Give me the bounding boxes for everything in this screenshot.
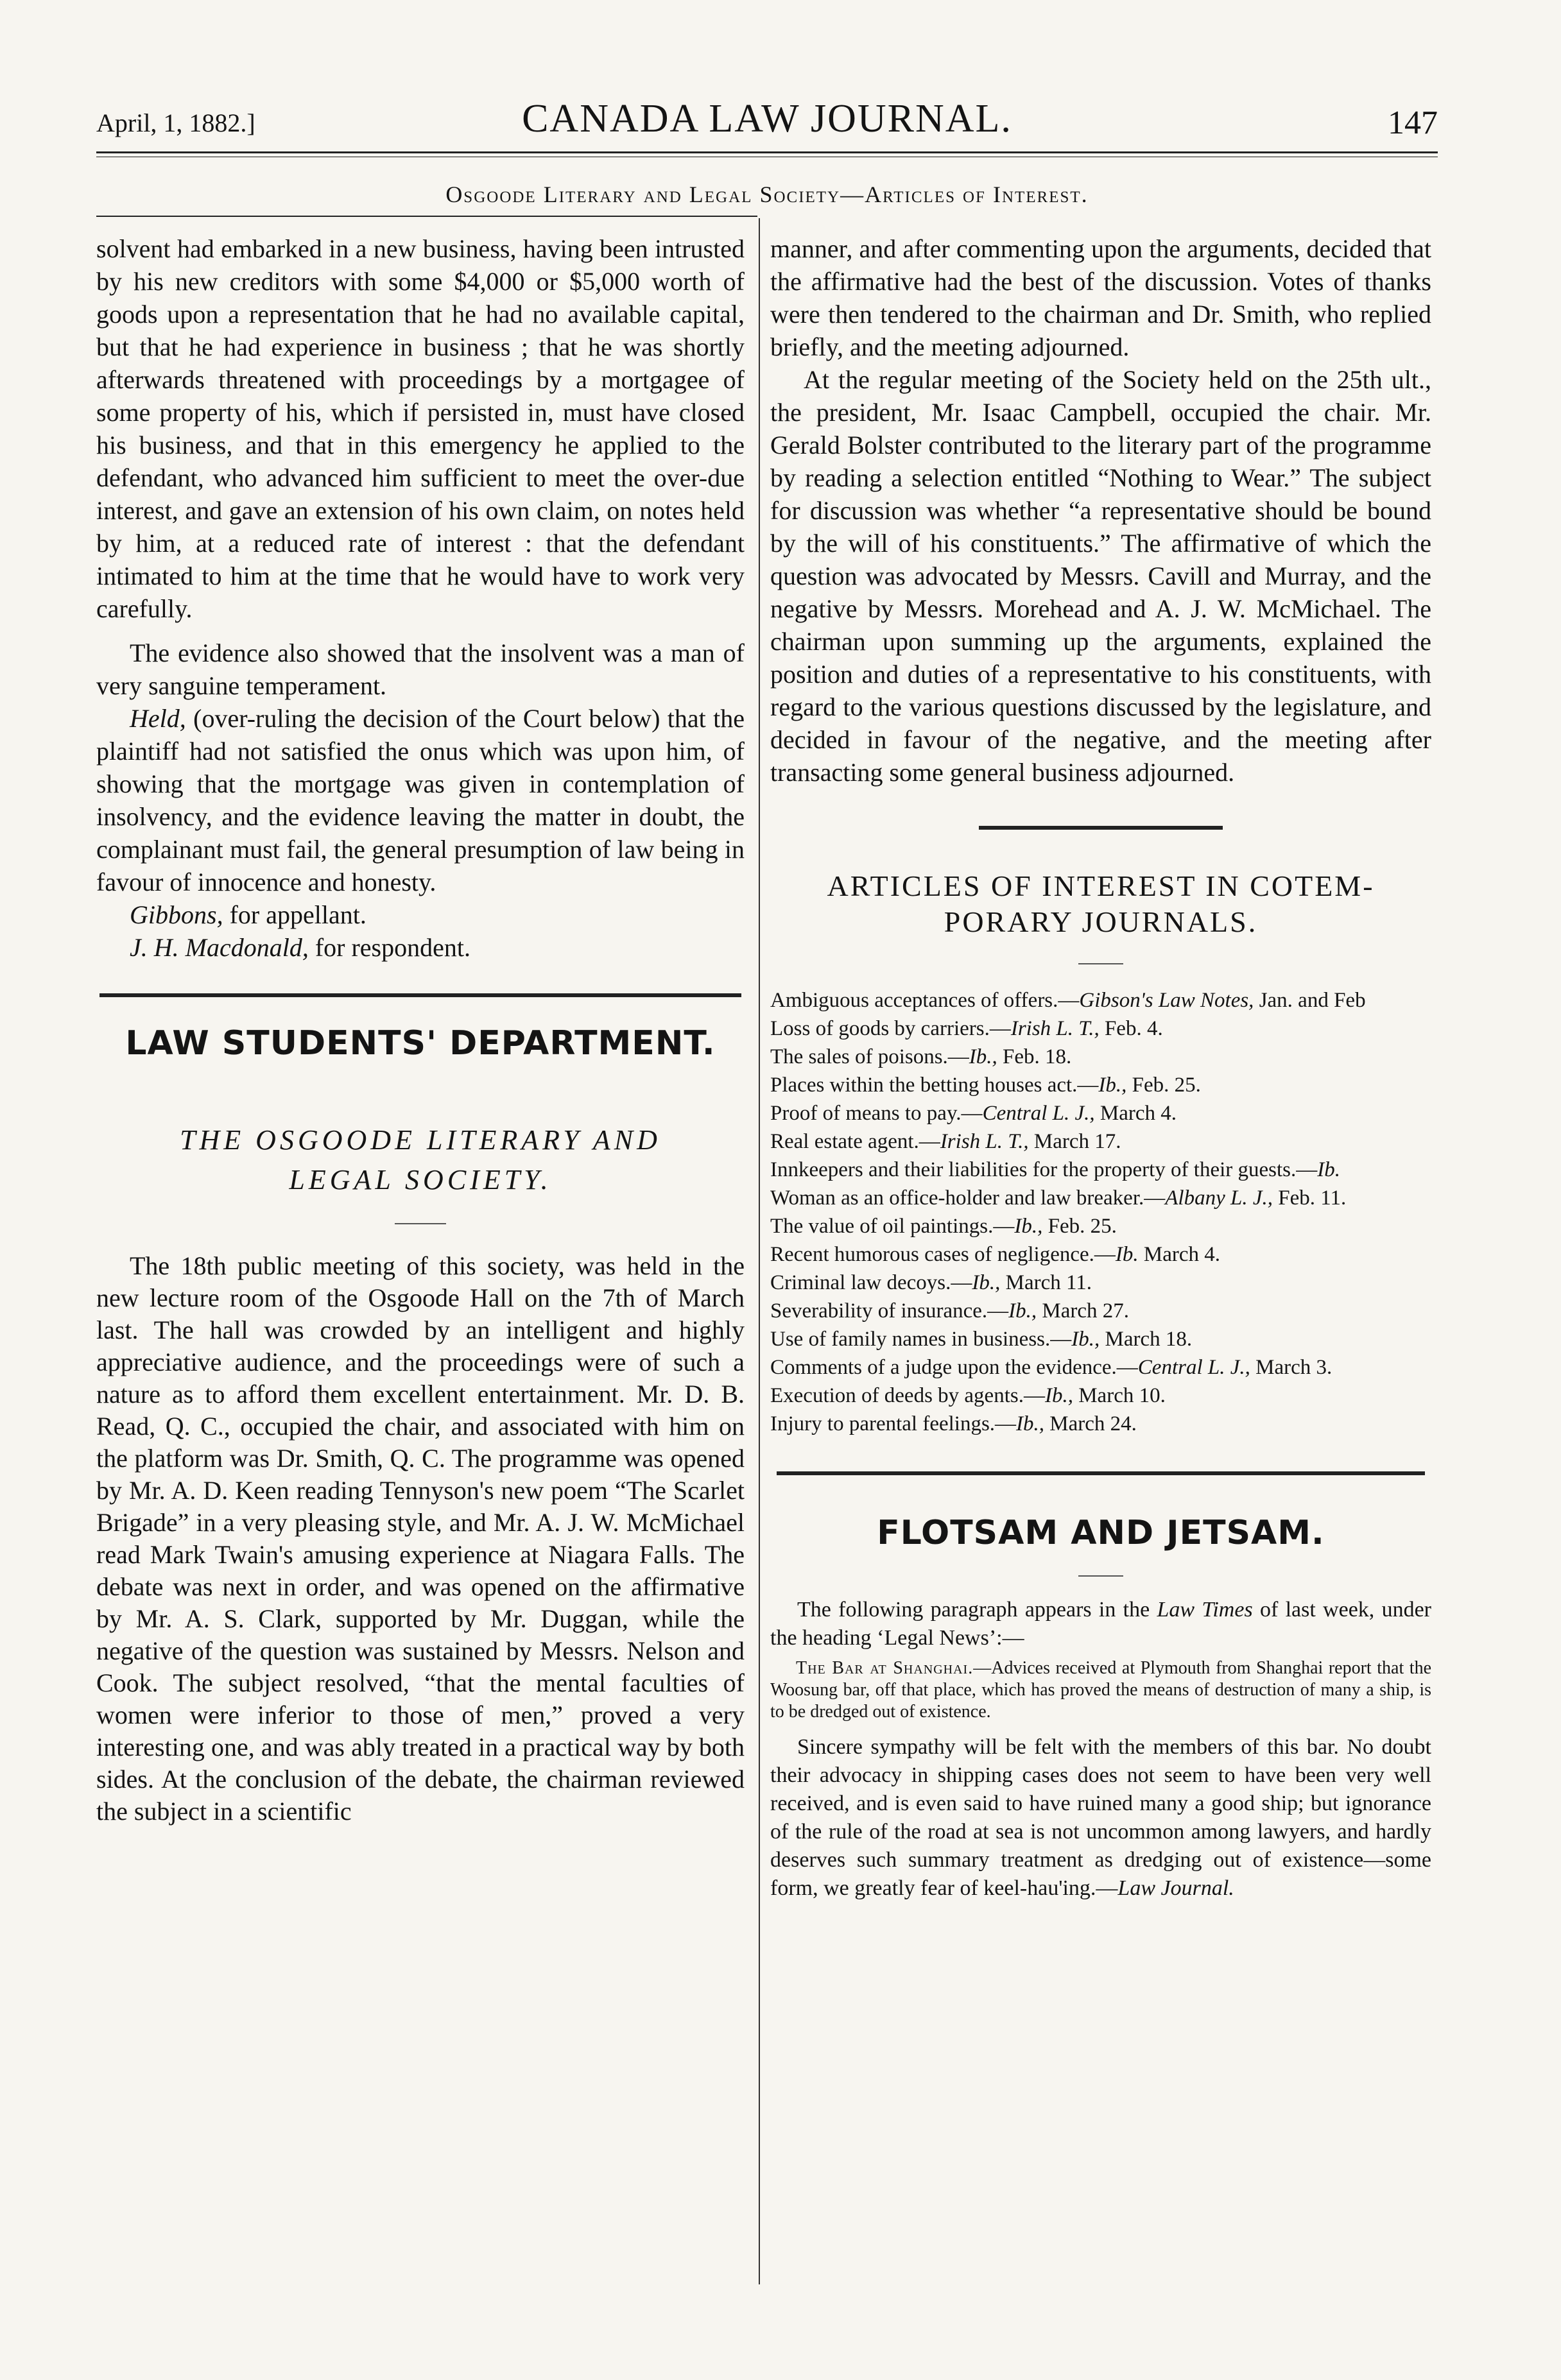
- running-head: [96, 96, 1438, 148]
- quoted-paragraph: The Bar at Shanghai.—Advices received at Plymouth from Shanghai report that the Woosung bar, off that place, which has proved the means of destruction of many a ship, is to be dredged out of existence.: [770, 1658, 1431, 1722]
- list-item: Comments of a judge upon the evidence.—Central L. J., March 3.: [770, 1356, 1332, 1379]
- department-heading: LAW STUDENTS' DEPARTMENT.: [125, 1024, 716, 1063]
- page-number: 147: [1388, 105, 1438, 141]
- counsel-name: J. H. Macdonald,: [130, 933, 309, 962]
- column-divider: [759, 218, 760, 2284]
- section-subheading: Osgoode Literary and Legal Society—Articles of Interest.: [445, 182, 1089, 207]
- list-item: Innkeepers and their liabilities for the property of their guests.—Ib.: [770, 1158, 1340, 1181]
- held-paragraph: [96, 702, 745, 898]
- list-item: Execution of deeds by agents.—Ib., March 10.: [770, 1384, 1166, 1407]
- held-text: (over-ruling the decision of the Court below) that the plaintiff had not satisfied the onus which was upon him, of showing that the mortgage was given in contemplation of insolvency, and the evidence leaving the matter in doubt, the complainant must fail, the general presumption of law being in favour of innocence and honesty.: [96, 704, 745, 896]
- articles-heading: PORARY JOURNALS.: [944, 905, 1258, 938]
- counsel-name: Gibbons,: [130, 900, 223, 929]
- header-rule: [96, 151, 1438, 153]
- meeting-paragraph: manner, and after commenting upon the arguments, decided that the affirmative had the best of the discussion. Votes of thanks were then tendered to the chairman and Dr. Smith, who replied briefly, and the meeting adjourned.: [770, 234, 1431, 361]
- counsel-role: for respondent.: [308, 933, 470, 962]
- held-label: Held,: [130, 704, 186, 733]
- meeting-paragraph: At the regular meeting of the Society held on the 25th ult., the president, Mr. Isaac Campbell, occupied the chair. Mr. Gerald Bolster contributed to the literary part of the programme by reading a selection entitled “Nothing to Wear.” The subject for discussion was whether “a representative should be bound by the will of his constituents.” The affirmative of which the question was advocated by Messrs. Cavill and Murray, and the negative by Messrs. Morehead and A. J. W. McMichael. The chairman upon summing up the arguments, explained the position and duties of a representative to his constituents, with regard to the various questions discussed by the legislature, and decided in favour of the negative, and the meeting after transacting some general business adjourned.: [770, 365, 1431, 787]
- society-heading: THE OSGOODE LITERARY AND: [180, 1124, 661, 1156]
- list-item: Woman as an office-holder and law breaker.—Albany L. J., Feb. 11.: [770, 1186, 1347, 1210]
- list-item: Criminal law decoys.—Ib., March 11.: [770, 1271, 1092, 1294]
- society-heading: LEGAL SOCIETY.: [289, 1164, 552, 1195]
- list-item: Severability of insurance.—Ib., March 27.: [770, 1299, 1130, 1323]
- counsel-line: [130, 898, 745, 931]
- subheading-rule: [96, 216, 757, 217]
- list-item: Loss of goods by carriers.—Irish L. T., Feb. 4.: [770, 1017, 1163, 1040]
- society-paragraph: The 18th public meeting of this society, was held in the new lecture room of the Osgoode Hall on the 7th of March last. The hall was crowded by an intelligent and highly appreciative audience, and the proceedings were of such a nature as to afford them excellent entertainment. Mr. D. B. Read, Q. C., occupied the chair, and associated with him on the platform was Dr. Smith, Q. C. The programme was opened by Mr. A. D. Keen reading Tennyson's new poem “The Scarlet Brigade” in a very pleasing style, and Mr. A. J. W. McMichael read Mark Twain's amusing experience at Niagara Falls. The debate was next in order, and was opened on the affirmative by Mr. A. S. Clark, supported by Mr. Duggan, while the negative of the question was sustained by Messrs. Nelson and Cook. The subject resolved, “that the mental faculties of women were inferior to those of men,” proved a very interesting one, and was ably treated in a practical way by both sides. At the conclusion of the debate, the chairman reviewed the subject in a scientific: [96, 1251, 745, 1826]
- right-column: [770, 232, 1431, 1903]
- case-paragraph: The evidence also showed that the insolvent was a man of very sanguine temperament.: [96, 638, 745, 700]
- list-item: Use of family names in business.—Ib., March 18.: [770, 1328, 1193, 1351]
- journal-title: CANADA LAW JOURNAL.: [522, 97, 1012, 141]
- counsel-role: for appellant.: [223, 900, 367, 929]
- list-item: Places within the betting houses act.—Ib., Feb. 25.: [770, 1074, 1201, 1097]
- articles-heading: ARTICLES OF INTEREST IN COTEM-: [827, 869, 1375, 902]
- closing-paragraph: Sincere sympathy will be felt with the members of this bar. No doubt their advocacy in shipping cases does not seem to have been very well received, and is even said to have ruined many a good ship; but ignorance of the rule of the road at sea is not uncommon among lawyers, and hardly deserves such summary treatment as dredging out of existence—some form, we greatly fear of keel-hau'ing.—Law Journal.: [770, 1735, 1431, 1900]
- counsel-line: [130, 931, 745, 964]
- left-column: [96, 232, 745, 1828]
- list-item: Ambiguous acceptances of offers.—Gibson's Law Notes, Jan. and Feb: [770, 989, 1366, 1012]
- list-item: Proof of means to pay.—Central L. J., March 4.: [770, 1102, 1177, 1125]
- issue-date: April, 1, 1882.]: [96, 108, 255, 137]
- flotsam-intro: The following paragraph appears in the Law Times of last week, under the heading ‘Legal News’:—: [770, 1598, 1431, 1650]
- list-item: The value of oil paintings.—Ib., Feb. 25.: [770, 1215, 1117, 1238]
- list-item: Real estate agent.—Irish L. T., March 17.: [770, 1130, 1121, 1153]
- articles-list: [770, 986, 1431, 1438]
- list-item: The sales of poisons.—Ib., Feb. 18.: [770, 1045, 1072, 1068]
- case-paragraph: solvent had embarked in a new business, having been intrusted by his new creditors with some $4,000 or $5,000 worth of goods upon a representation that he had no available capital, but that he had experience in business ; that he was shortly afterwards threatened with proceedings by a mortgagee of some property of his, which if persisted in, must have closed his business, and that in this emergency he applied to the defendant, who advanced him sufficient to meet the over-due interest, and gave an extension of his own claim, on notes held by him, at a reduced rate of interest : that the defendant intimated to him at the time that he would have to work very carefully.: [96, 234, 745, 623]
- list-item: Recent humorous cases of negligence.—Ib. March 4.: [770, 1243, 1221, 1266]
- flotsam-heading: FLOTSAM AND JETSAM.: [877, 1514, 1325, 1552]
- list-item: Injury to parental feelings.—Ib., March 24.: [770, 1412, 1137, 1435]
